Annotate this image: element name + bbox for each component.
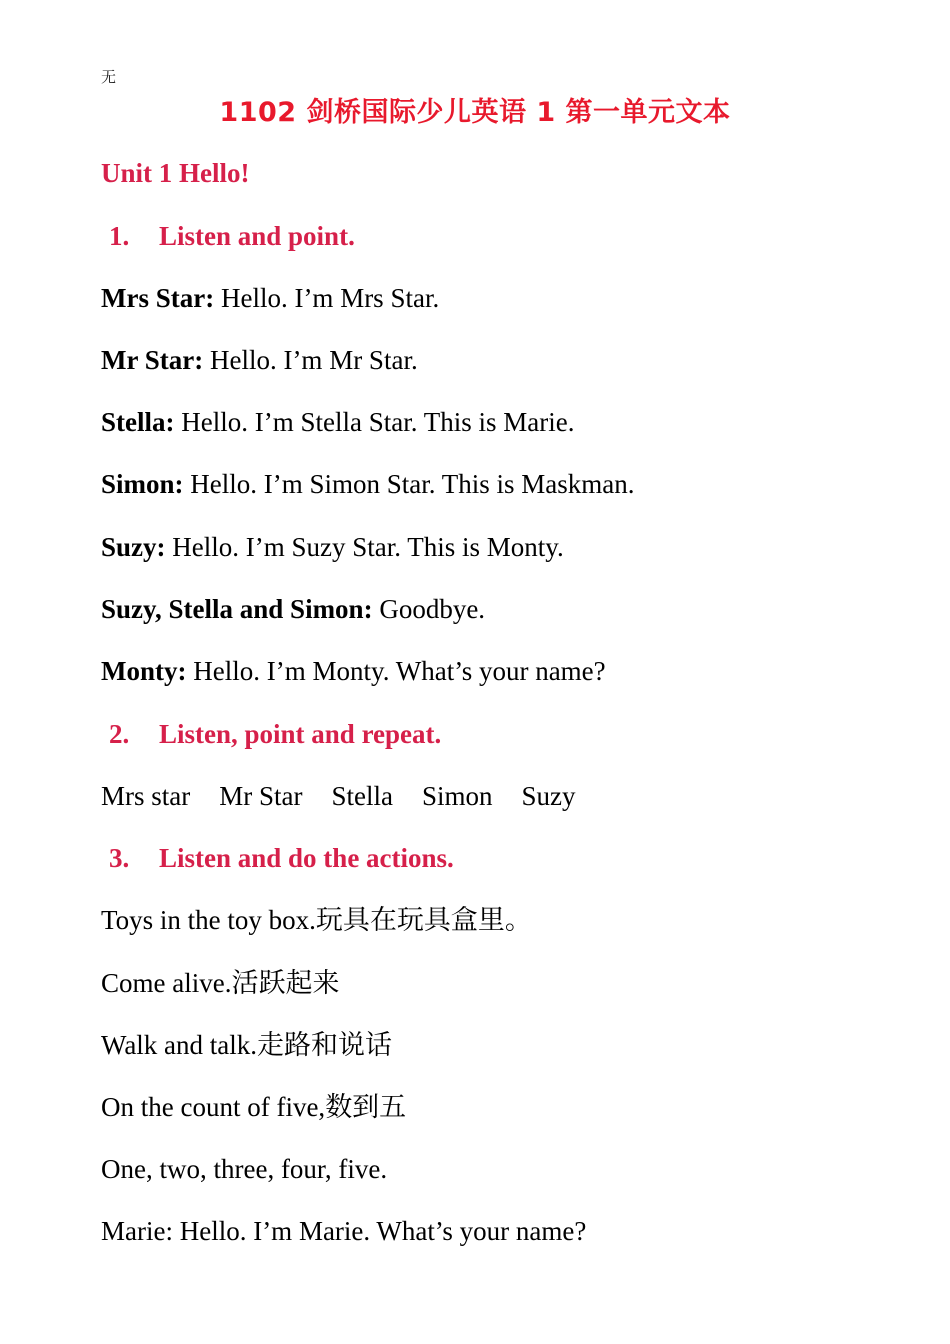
chant-english: Come alive. xyxy=(101,968,232,998)
dialogue-text: Hello. I’m Simon Star. This is Maskman. xyxy=(183,469,635,499)
dialogue-line xyxy=(101,530,564,564)
chant-english: Walk and talk. xyxy=(101,1030,258,1060)
dialogue-text: Goodbye. xyxy=(372,594,486,624)
dialogue-line xyxy=(101,405,574,439)
chant-chinese: 玩具在玩具盒里。 xyxy=(315,905,532,936)
speaker-name: Mr Star: xyxy=(101,345,204,375)
name-item: Suzy xyxy=(521,781,576,811)
chant-english: Toys in the toy box. xyxy=(101,905,316,935)
dialogue-text: Hello. I’m Monty. What’s your name? xyxy=(186,656,606,686)
chant-chinese: 活跃起来 xyxy=(231,968,340,999)
dialogue-text: Hello. I’m Stella Star. This is Marie. xyxy=(174,407,575,437)
section-number: 2. xyxy=(109,719,130,749)
speaker-name: Simon: xyxy=(101,469,184,499)
unit-heading: Unit 1 Hello! xyxy=(101,158,250,188)
chant-line xyxy=(101,1152,387,1187)
header-note: 无 xyxy=(101,68,117,86)
chant-line xyxy=(101,1090,406,1125)
name-item: Simon xyxy=(422,781,493,811)
dialogue-line xyxy=(101,467,635,501)
dialogue-line xyxy=(101,343,418,377)
dialogue-line xyxy=(101,654,606,688)
speaker-name: Stella: xyxy=(101,407,175,437)
chant-line xyxy=(101,1214,586,1249)
dialogue-line xyxy=(101,281,439,315)
chant-line xyxy=(101,903,532,938)
name-item: Mr Star xyxy=(219,781,303,811)
chant-line xyxy=(101,966,339,1001)
section-number: 1. xyxy=(109,221,130,251)
speaker-name: Suzy: xyxy=(101,532,166,562)
dialogue-text: Hello. I’m Suzy Star. This is Monty. xyxy=(165,532,564,562)
dialogue-line xyxy=(101,592,485,626)
chant-english: On the count of five, xyxy=(101,1092,326,1122)
section-label: Listen and point. xyxy=(159,221,355,251)
speaker-name: Suzy, Stella and Simon: xyxy=(101,594,373,624)
chant-english: Marie: Hello. I’m Marie. What’s your name? xyxy=(101,1216,587,1246)
speaker-name: Monty: xyxy=(101,656,187,686)
chant-english: One, two, three, four, five. xyxy=(101,1154,388,1184)
dialogue-text: Hello. I’m Mr Star. xyxy=(203,345,418,375)
section-number: 3. xyxy=(109,843,130,873)
chant-line xyxy=(101,1028,392,1063)
chant-chinese: 走路和说话 xyxy=(257,1030,393,1061)
section-label: Listen and do the actions. xyxy=(159,843,454,873)
name-item: Stella xyxy=(331,781,393,811)
name-item: Mrs star xyxy=(101,781,191,811)
section-label: Listen, point and repeat. xyxy=(159,719,442,749)
document-title: 1102 剑桥国际少儿英语 1 第一单元文本 xyxy=(219,97,731,128)
speaker-name: Mrs Star: xyxy=(101,283,215,313)
section-heading-2 xyxy=(101,717,441,751)
chant-chinese: 数到五 xyxy=(325,1092,407,1123)
name-list xyxy=(101,779,605,813)
section-heading-1 xyxy=(101,219,355,253)
dialogue-text: Hello. I’m Mrs Star. xyxy=(214,283,440,313)
section-heading-3 xyxy=(101,841,454,875)
